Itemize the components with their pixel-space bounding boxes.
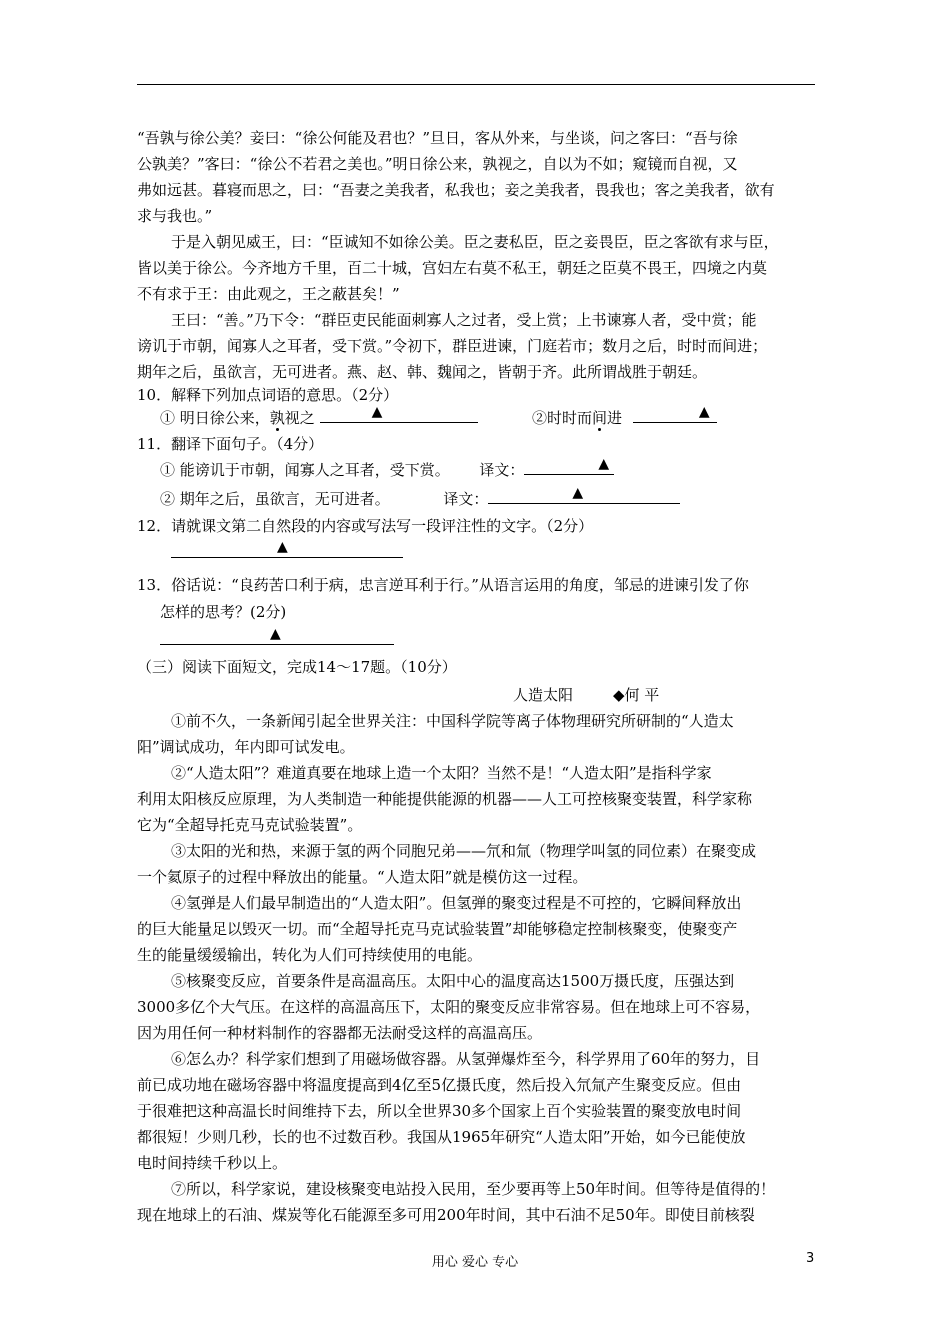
answer-blank[interactable] — [633, 406, 717, 423]
question-13-line: 13．俗话说：“良药苦口利于病，忠言逆耳利于行。”从语言运用的角度，邹忌的进谏引发了你 — [137, 576, 749, 594]
q10-item1-pre: ① 明日徐公来， — [160, 409, 270, 427]
article-line: ③太阳的光和热，来源于氢的两个同胞兄弟——氘和氚（物理学叫氢的同位素）在聚变成 — [171, 842, 757, 860]
article-line: ②“人造太阳”？难道真要在地球上造一个太阳？当然不是！“人造太阳”是指科学家 — [171, 764, 712, 782]
q10-item2-post: 进 — [607, 409, 623, 427]
article-line: 电时间持续千秒以上。 — [137, 1154, 288, 1172]
article-line: 于很难把这种高温长时间维持下去，所以全世界30多个国家上百个实验装置的聚变放电时间 — [137, 1102, 742, 1120]
q10-item1-post: 视之 — [284, 409, 315, 427]
answer-blank[interactable] — [160, 628, 394, 645]
question-12-title: 12．请就课文第二自然段的内容或写法写一段评注性的文字。（2分） — [137, 517, 594, 535]
passage-line: 公孰美？”客曰：“徐公不若君之美也。”明日徐公来，孰视之，自以为不如；窥镜而自视，又 — [137, 155, 738, 173]
triangle-marker-icon: ▲ — [598, 456, 610, 472]
question-13-answer — [160, 628, 394, 651]
article-line: ⑤核聚变反应，首要条件是高温高压。太阳中心的温度高达1500万摄氏度，压强达到 — [171, 972, 735, 990]
article-line: 的巨大能量足以毁灭一切。而“全超导托克马克试验装置”却能够稳定控制核聚变，使聚变产 — [137, 920, 738, 938]
question-10-item-1 — [160, 406, 478, 429]
article-line: 3000多亿个大气压。在这样的高温高压下，太阳的聚变反应非常容易。但在地球上可不容易， — [137, 998, 761, 1016]
q11-item1-text: ① 能谤讥于市朝，闻寡人之耳者，受下赏。 — [160, 461, 450, 479]
article-line: 它为“全超导托克马克试验装置”。 — [137, 816, 363, 834]
passage-line: 王曰：“善。”乃下令：“群臣吏民能面刺寡人之过者，受上赏；上书谏寡人者，受中赏；能 — [171, 311, 757, 329]
question-10-item-2 — [532, 406, 717, 429]
passage-line: 弗如远甚。暮寝而思之，曰：“吾妻之美我者，私我也；妾之美我者，畏我也；客之美我者，欲有 — [137, 181, 775, 199]
article-line: ⑦所以，科学家说，建设核聚变电站投入民用，至少要再等上50年时间。但等待是值得的！ — [171, 1180, 776, 1198]
header-rule — [137, 84, 815, 85]
article-line: 生的能量缓缓输出，转化为人们可持续使用的电能。 — [137, 946, 483, 964]
article-line: 前已成功地在磁场容器中将温度提高到4亿至5亿摄氏度，然后投入氘氚产生聚变反应。但由 — [137, 1076, 742, 1094]
q11-translation-label: 译文： — [443, 490, 489, 508]
passage-line: 谤讥于市朝，闻寡人之耳者，受下赏。”令初下，群臣进谏，门庭若市；数月之后，时时而间进； — [137, 337, 768, 355]
question-12-answer — [171, 541, 403, 564]
question-13-line: 怎样的思考？(2分) — [160, 603, 287, 621]
answer-blank[interactable] — [488, 487, 680, 504]
article-line: ⑥怎么办？科学家们想到了用磁场做容器。从氢弹爆炸至今，科学界用了60年的努力，目 — [171, 1050, 761, 1068]
article-line: ①前不久，一条新闻引起全世界关注：中国科学院等离子体物理研究所研制的“人造太 — [171, 712, 734, 730]
passage-line: 不有求于王：由此观之，王之蔽甚矣！” — [137, 285, 400, 303]
triangle-marker-icon: ▲ — [572, 485, 584, 501]
answer-blank[interactable] — [320, 406, 478, 423]
article-line: 都很短！少则几秒，长的也不过数百秒。我国从1965年研究“人造太阳”开始，如今已能使放 — [137, 1128, 746, 1146]
article-title: 人造太阳 — [513, 686, 574, 704]
triangle-marker-icon: ▲ — [277, 539, 288, 555]
article-line: ④氢弹是人们最早制造出的“人造太阳”。但氢弹的聚变过程是不可控的，它瞬间释放出 — [171, 894, 742, 912]
page-number: 3 — [806, 1251, 815, 1266]
q10-item2-dotted-word: 间 — [592, 409, 608, 427]
answer-blank[interactable] — [171, 541, 403, 558]
q11-item2-text: ② 期年之后，虽欲言，无可进者。 — [160, 490, 390, 508]
passage-line: 皆以美于徐公。今齐地方千里，百二十城，宫妇左右莫不私王，朝廷之臣莫不畏王，四境之内莫 — [137, 259, 768, 277]
triangle-marker-icon: ▲ — [698, 404, 710, 420]
section-3-heading: （三）阅读下面短文，完成14～17题。（10分） — [137, 658, 457, 676]
article-line: 一个氦原子的过程中释放出的能量。“人造太阳”就是模仿这一过程。 — [137, 868, 588, 886]
page-footer: 用心 爱心 专心 — [431, 1255, 519, 1270]
q10-item2-pre: ②时时而 — [532, 409, 593, 427]
question-11-item-1 — [160, 458, 614, 481]
passage-line: 期年之后，虽欲言，无可进者。燕、赵、韩、魏闻之，皆朝于齐。此所谓战胜于朝廷。 — [137, 363, 708, 381]
question-11-item-2 — [160, 487, 680, 510]
answer-blank[interactable] — [524, 458, 614, 475]
passage-line: 于是入朝见威王，曰：“臣诚知不如徐公美。臣之妻私臣，臣之妾畏臣，臣之客欲有求与臣， — [171, 233, 779, 251]
triangle-marker-icon: ▲ — [270, 626, 281, 642]
triangle-marker-icon: ▲ — [371, 404, 383, 420]
passage-line: 求与我也。” — [137, 207, 213, 225]
article-line: 因为用任何一种材料制作的容器都无法耐受这样的高温高压。 — [137, 1024, 543, 1042]
q10-item1-dotted-word: 孰 — [269, 409, 285, 427]
question-11-title: 11．翻译下面句子。（4分） — [137, 435, 324, 453]
question-10-title: 10．解释下列加点词语的意思。（2分） — [137, 386, 399, 404]
q11-translation-label: 译文： — [479, 461, 525, 479]
article-line: 现在地球上的石油、煤炭等化石能源至多可用200年时间，其中石油不足50年。即使目前核裂 — [137, 1206, 755, 1224]
article-author: ◆何 平 — [613, 686, 660, 704]
passage-line: “吾孰与徐公美？妾曰：“徐公何能及君也？”旦日，客从外来，与坐谈，问之客曰：“吾与徐 — [137, 129, 738, 147]
article-line: 利用太阳核反应原理，为人类制造一种能提供能源的机器——人工可控核聚变装置，科学家称 — [137, 790, 753, 808]
article-line: 阳”调试成功，年内即可试发电。 — [137, 738, 355, 756]
